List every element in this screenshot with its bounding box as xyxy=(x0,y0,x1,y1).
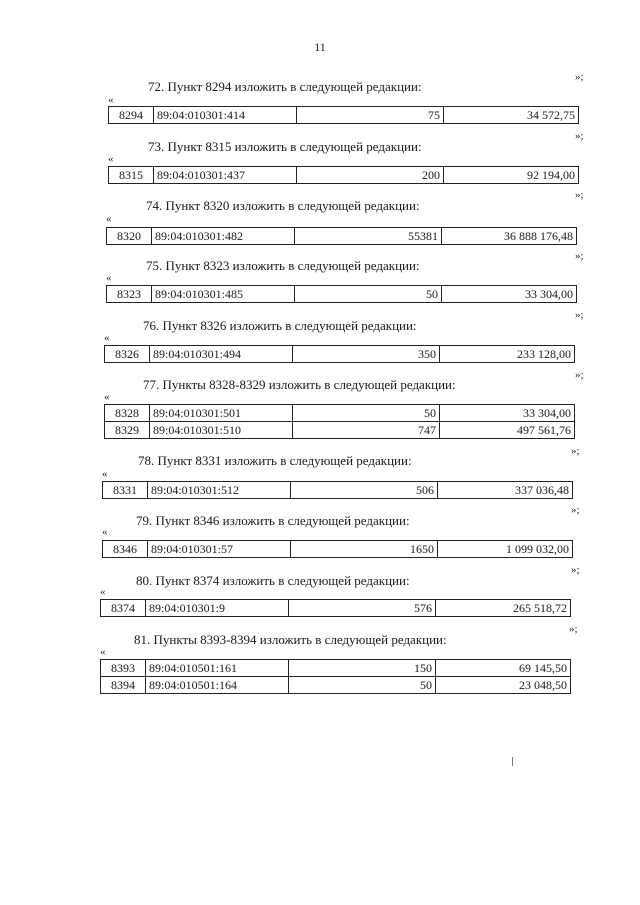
item-number: 8320 xyxy=(107,228,152,245)
quote-close: »; xyxy=(571,564,580,576)
cadastral-number: 89:04:010501:164 xyxy=(146,677,289,694)
quote-close: »; xyxy=(575,309,584,321)
cost-value: 337 036,48 xyxy=(438,482,573,499)
cadastral-number: 89:04:010301:501 xyxy=(150,405,293,422)
cost-value: 233 128,00 xyxy=(440,346,575,363)
cost-value: 36 888 176,48 xyxy=(442,228,577,245)
table-row xyxy=(109,167,579,184)
table-row xyxy=(105,422,575,439)
quote-close: »; xyxy=(571,504,580,516)
table-row xyxy=(109,107,579,124)
quote-open: « xyxy=(102,468,108,480)
area-value: 75 xyxy=(297,107,444,124)
section-heading: 73. Пункт 8315 изложить в следующей редакции: xyxy=(148,139,422,154)
item-table xyxy=(108,106,579,124)
quote-open: « xyxy=(100,586,106,598)
table-row xyxy=(101,677,571,694)
cost-value: 23 048,50 xyxy=(436,677,571,694)
item-number: 8346 xyxy=(103,541,148,558)
cost-value: 92 194,00 xyxy=(444,167,579,184)
cadastral-number: 89:04:010301:414 xyxy=(154,107,297,124)
quote-close: »; xyxy=(569,623,578,635)
section-heading: 80. Пункт 8374 изложить в следующей редакции: xyxy=(136,573,410,588)
cadastral-number: 89:04:010301:57 xyxy=(148,541,291,558)
section-heading: 77. Пункты 8328-8329 изложить в следующей редакции: xyxy=(143,377,456,392)
item-table xyxy=(104,404,575,439)
quote-close: »; xyxy=(575,71,584,83)
item-table xyxy=(102,540,573,558)
item-number: 8326 xyxy=(105,346,150,363)
item-number: 8331 xyxy=(103,482,148,499)
item-table xyxy=(106,227,577,245)
quote-close: »; xyxy=(571,445,580,457)
area-value: 747 xyxy=(293,422,440,439)
quote-open: « xyxy=(102,526,108,538)
area-value: 350 xyxy=(293,346,440,363)
cost-value: 34 572,75 xyxy=(444,107,579,124)
item-table xyxy=(100,599,571,617)
cadastral-number: 89:04:010301:482 xyxy=(152,228,295,245)
page-number: 11 xyxy=(314,40,326,54)
cadastral-number: 89:04:010301:485 xyxy=(152,286,295,303)
section-heading: 76. Пункт 8326 изложить в следующей редакции: xyxy=(143,318,417,333)
table-row xyxy=(107,286,577,303)
section-heading: 72. Пункт 8294 изложить в следующей редакции: xyxy=(148,79,422,94)
area-value: 506 xyxy=(291,482,438,499)
area-value: 200 xyxy=(297,167,444,184)
item-number: 8393 xyxy=(101,660,146,677)
item-table xyxy=(104,345,575,363)
quote-open: « xyxy=(106,272,112,284)
item-number: 8329 xyxy=(105,422,150,439)
table-row xyxy=(107,228,577,245)
quote-close: »; xyxy=(575,189,584,201)
item-number: 8374 xyxy=(101,600,146,617)
item-table xyxy=(102,481,573,499)
table-row xyxy=(103,482,573,499)
item-number: 8323 xyxy=(107,286,152,303)
section-heading: 75. Пункт 8323 изложить в следующей редакции: xyxy=(146,258,420,273)
section-heading: 81. Пункты 8393-8394 изложить в следующей редакции: xyxy=(134,632,447,647)
quote-open: « xyxy=(106,213,112,225)
quote-close: »; xyxy=(575,250,584,262)
area-value: 150 xyxy=(289,660,436,677)
table-row xyxy=(101,660,571,677)
item-table xyxy=(106,285,577,303)
cost-value: 265 518,72 xyxy=(436,600,571,617)
table-row xyxy=(105,405,575,422)
table-row xyxy=(101,600,571,617)
cost-value: 1 099 032,00 xyxy=(438,541,573,558)
cadastral-number: 89:04:010301:9 xyxy=(146,600,289,617)
cadastral-number: 89:04:010501:161 xyxy=(146,660,289,677)
area-value: 1650 xyxy=(291,541,438,558)
item-number: 8394 xyxy=(101,677,146,694)
item-number: 8315 xyxy=(109,167,154,184)
cost-value: 69 145,50 xyxy=(436,660,571,677)
cadastral-number: 89:04:010301:512 xyxy=(148,482,291,499)
quote-close: »; xyxy=(575,130,584,142)
quote-open: « xyxy=(100,646,106,658)
area-value: 50 xyxy=(295,286,442,303)
table-row xyxy=(103,541,573,558)
quote-open: « xyxy=(108,153,114,165)
area-value: 50 xyxy=(293,405,440,422)
area-value: 55381 xyxy=(295,228,442,245)
quote-open: « xyxy=(104,332,110,344)
cost-value: 33 304,00 xyxy=(440,405,575,422)
cadastral-number: 89:04:010301:437 xyxy=(154,167,297,184)
item-table xyxy=(108,166,579,184)
item-number: 8328 xyxy=(105,405,150,422)
section-heading: 74. Пункт 8320 изложить в следующей редакции: xyxy=(146,198,420,213)
cadastral-number: 89:04:010301:510 xyxy=(150,422,293,439)
quote-open: « xyxy=(108,94,114,106)
section-heading: 79. Пункт 8346 изложить в следующей редакции: xyxy=(136,513,410,528)
section-heading: 78. Пункт 8331 изложить в следующей редакции: xyxy=(138,453,412,468)
item-number: 8294 xyxy=(109,107,154,124)
area-value: 50 xyxy=(289,677,436,694)
table-row xyxy=(105,346,575,363)
cost-value: 497 561,76 xyxy=(440,422,575,439)
cost-value: 33 304,00 xyxy=(442,286,577,303)
cadastral-number: 89:04:010301:494 xyxy=(150,346,293,363)
item-table xyxy=(100,659,571,694)
quote-open: « xyxy=(104,391,110,403)
scan-mark xyxy=(512,757,513,766)
quote-close: »; xyxy=(575,369,584,381)
area-value: 576 xyxy=(289,600,436,617)
